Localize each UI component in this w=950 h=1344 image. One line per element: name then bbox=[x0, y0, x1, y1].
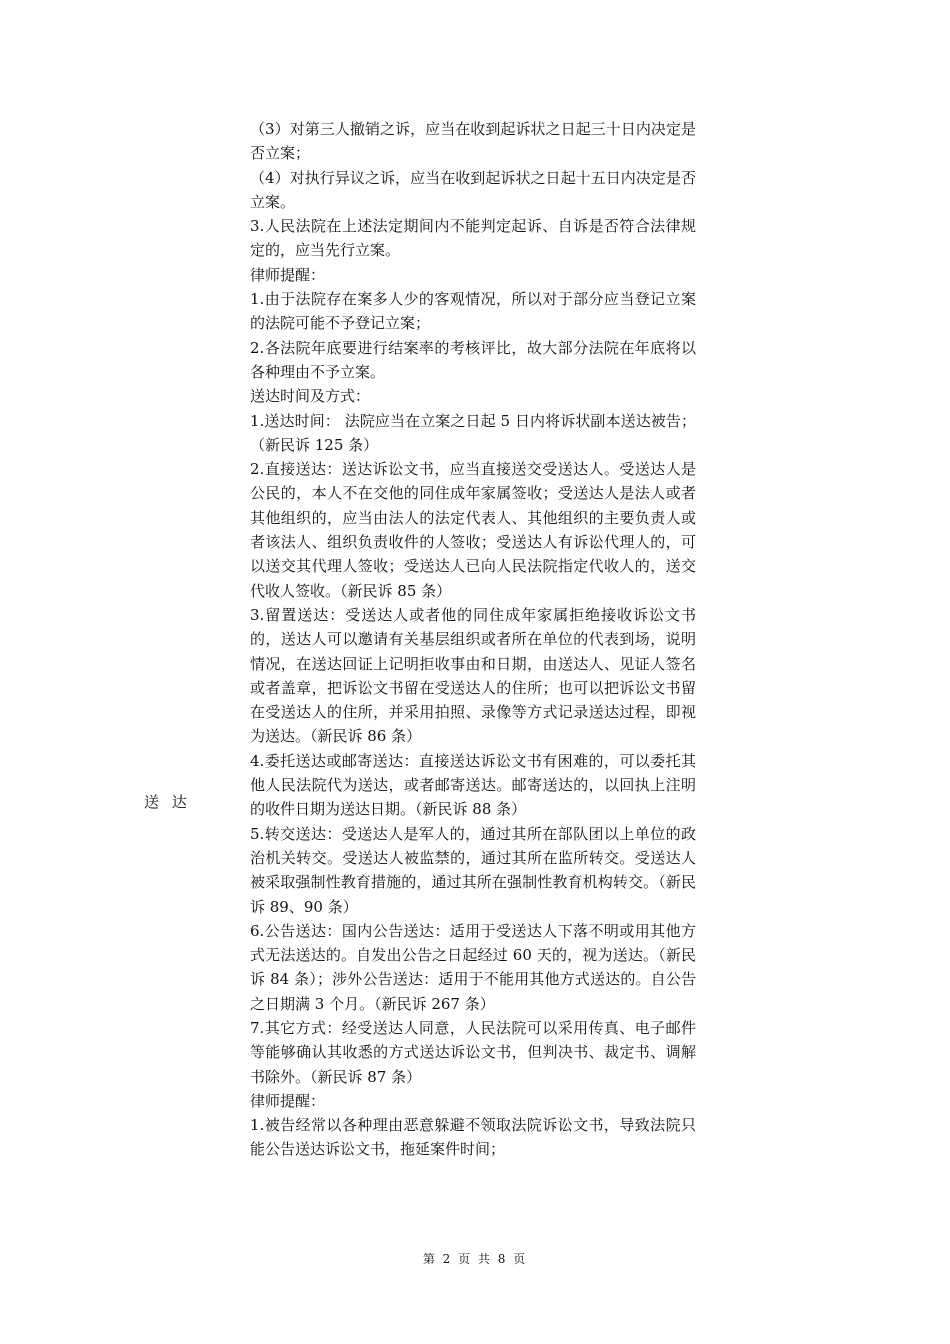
paragraph: 3.人民法院在上述法定期间内不能判定起诉、自诉是否符合法律规定的，应当先行立案。 bbox=[250, 217, 696, 260]
section-label-delivery: 送 达 bbox=[144, 793, 191, 811]
page-footer bbox=[0, 1250, 950, 1268]
paragraph: 4.委托送达或邮寄送达：直接送达诉讼文书有困难的，可以委托其他人民法院代为送达，或者邮寄送达。邮寄送达的，以回执上注明的收件日期为送达日期。（新民诉 88 条） bbox=[250, 751, 696, 819]
paragraph: 1.送达时间： 法院应当在立案之日起 5 日内将诉状副本送达被告；（新民诉 125 条） bbox=[250, 411, 696, 454]
paragraph: 6.公告送达：国内公告送达：适用于受送达人下落不明或用其他方式无法送达的。自发出公告之日起经过 60 天的，视为送达。（新民诉 84 条）；涉外公告送达：适用于不能用其他方式送达的。自公告之日期满 3 个月。（新民诉 267 条） bbox=[250, 921, 696, 1013]
paragraph: 3.留置送达：受送达人或者他的同住成年家属拒绝接收诉讼文书的，送达人可以邀请有关基层组织或者所在单位的代表到场，说明情况，在送达回证上记明拒收事由和日期，由送达人、见证人签名或者盖章，把诉讼文书留在受送达人的住所；也可以把诉讼文书留在受送达人的住所，并采用拍照、录像等方式记录送达过程，即视为送达。（新民诉 86 条） bbox=[250, 605, 696, 746]
paragraph: 1.由于法院存在案多人少的客观情况，所以对于部分应当登记立案的法院可能不予登记立案； bbox=[250, 290, 696, 333]
paragraph: 5.转交送达：受送达人是军人的，通过其所在部队团以上单位的政治机关转交。受送达人被监禁的，通过其所在监所转交。受送达人被采取强制性教育措施的，通过其所在强制性教育机构转交。（新民诉 89、90 条） bbox=[250, 824, 696, 916]
paragraph: 1.被告经常以各种理由恶意躲避不领取法院诉讼文书，导致法院只能公告送达诉讼文书，拖延案件时间； bbox=[250, 1116, 696, 1159]
paragraph: （3）对第三人撤销之诉，应当在收到起诉状之日起三十日内决定是否立案； bbox=[250, 120, 696, 163]
document-body bbox=[250, 117, 696, 1162]
paragraph: （4）对执行异议之诉，应当在收到起诉状之日起十五日内决定是否立案。 bbox=[250, 168, 696, 211]
page-number: 第 2 页 共 8 页 bbox=[422, 1252, 528, 1266]
paragraph: 2.直接送达：送达诉讼文书，应当直接送交受送达人。受送达人是公民的，本人不在交他的同住成年家属签收；受送达人是法人或者其他组织的，应当由法人的法定代表人、其他组织的主要负责人或者该法人、组织负责收件的人签收；受送达人有诉讼代理人的，可以送交其代理人签收；受送达人已向人民法院指定代收人的，送交代收人签收。（新民诉 85 条） bbox=[250, 460, 696, 600]
paragraph-heading: 律师提醒： bbox=[250, 1091, 326, 1110]
paragraph: 2.各法院年底要进行结案率的考核评比，故大部分法院在年底将以各种理由不予立案。 bbox=[250, 338, 696, 381]
paragraph-heading: 律师提醒： bbox=[250, 265, 326, 284]
paragraph: 7.其它方式：经受送达人同意，人民法院可以采用传真、电子邮件等能够确认其收悉的方式送达诉讼文书，但判决书、裁定书、调解书除外。（新民诉 87 条） bbox=[250, 1018, 696, 1086]
paragraph-heading: 送达时间及方式： bbox=[250, 387, 371, 406]
